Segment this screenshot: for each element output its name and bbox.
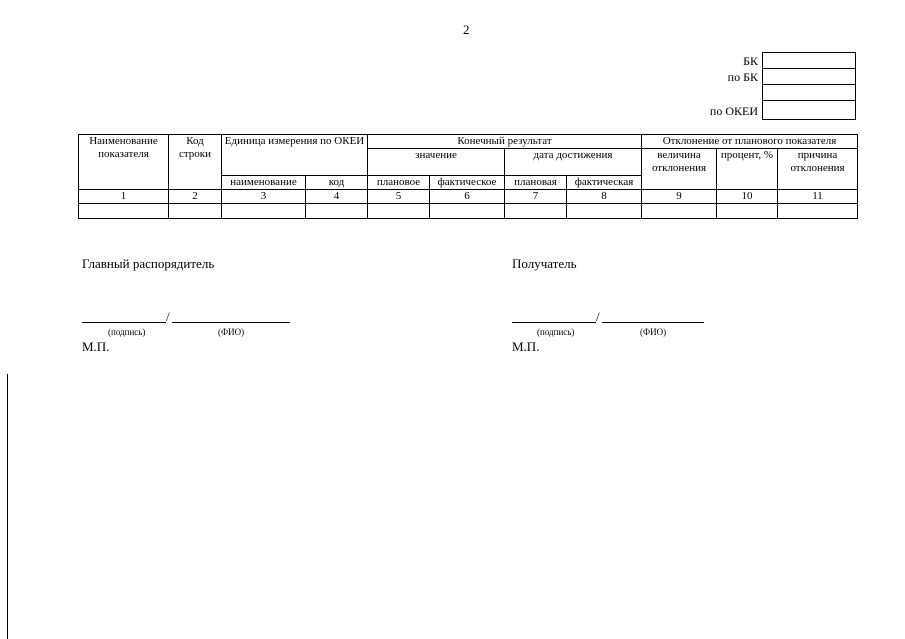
data-cell[interactable]: [430, 204, 505, 219]
chief-manager-title: Главный распорядитель: [82, 256, 215, 271]
column-numbers-row: [79, 190, 858, 204]
recipient-title: Получатель: [512, 256, 577, 271]
header-reason: причина отклонения: [778, 149, 858, 190]
header-date-plan: плановая: [505, 176, 567, 190]
header-final-result: Конечный результат: [368, 135, 642, 149]
chief-slash: /: [166, 309, 170, 324]
column-number: 7: [505, 190, 567, 204]
header-percent: процент, %: [717, 149, 778, 190]
header-row-code: Код строки: [169, 135, 222, 190]
data-cell[interactable]: [79, 204, 169, 219]
header-unit: Единица измерения по ОКЕИ: [222, 135, 368, 176]
recipient-fio-caption: (ФИО): [640, 327, 667, 337]
data-cell[interactable]: [368, 204, 430, 219]
header-value-plan: плановое: [368, 176, 430, 190]
report-table: [78, 134, 858, 219]
bk-label: БК: [743, 54, 758, 68]
recipient-signature-line[interactable]: [512, 322, 596, 323]
column-number: 5: [368, 190, 430, 204]
recipient-fio-line[interactable]: [602, 322, 704, 323]
data-cell[interactable]: [306, 204, 368, 219]
data-cell[interactable]: [778, 204, 858, 219]
column-number: 2: [169, 190, 222, 204]
code-box: [600, 52, 856, 120]
po-okei-label: по ОКЕИ: [709, 104, 758, 118]
chief-signature-line[interactable]: [82, 322, 166, 323]
column-number: 11: [778, 190, 858, 204]
data-cell[interactable]: [642, 204, 717, 219]
data-cell[interactable]: [567, 204, 642, 219]
column-number: 4: [306, 190, 368, 204]
column-number: 3: [222, 190, 306, 204]
chief-fio-line[interactable]: [172, 322, 290, 323]
data-cell[interactable]: [222, 204, 306, 219]
column-number: 6: [430, 190, 505, 204]
page-number: 2: [463, 22, 470, 37]
empty-code-cell[interactable]: [762, 84, 856, 100]
chief-fio-caption: (ФИО): [218, 327, 245, 337]
data-cell[interactable]: [717, 204, 778, 219]
header-deviation-amount: величина отклонения: [642, 149, 717, 190]
recipient-sign-caption: (подпись): [537, 327, 575, 337]
header-indicator-name: Наименование показателя: [79, 135, 169, 190]
code-cells: [762, 52, 856, 120]
header-achievement-date: дата достижения: [505, 149, 642, 176]
bk-code-cell[interactable]: [762, 52, 856, 68]
margin-line: [7, 374, 8, 639]
chief-sign-caption: (подпись): [108, 327, 146, 337]
recipient-stamp: М.П.: [512, 339, 540, 354]
header-value-fact: фактическое: [430, 176, 505, 190]
data-cell[interactable]: [169, 204, 222, 219]
column-number: 10: [717, 190, 778, 204]
column-number: 1: [79, 190, 169, 204]
po-okei-code-cell[interactable]: [762, 100, 856, 120]
po-bk-code-cell[interactable]: [762, 68, 856, 84]
po-bk-label: по БК: [727, 70, 758, 84]
column-number: 9: [642, 190, 717, 204]
recipient-slash: /: [596, 309, 600, 324]
header-value: значение: [368, 149, 505, 176]
data-cell[interactable]: [505, 204, 567, 219]
header-deviation: Отклонение от планового показателя: [642, 135, 858, 149]
chief-stamp: М.П.: [82, 339, 110, 354]
column-number: 8: [567, 190, 642, 204]
header-unit-code: код: [306, 176, 368, 190]
table-row: [79, 204, 858, 219]
header-unit-name: наименование: [222, 176, 306, 190]
header-date-fact: фактическая: [567, 176, 642, 190]
